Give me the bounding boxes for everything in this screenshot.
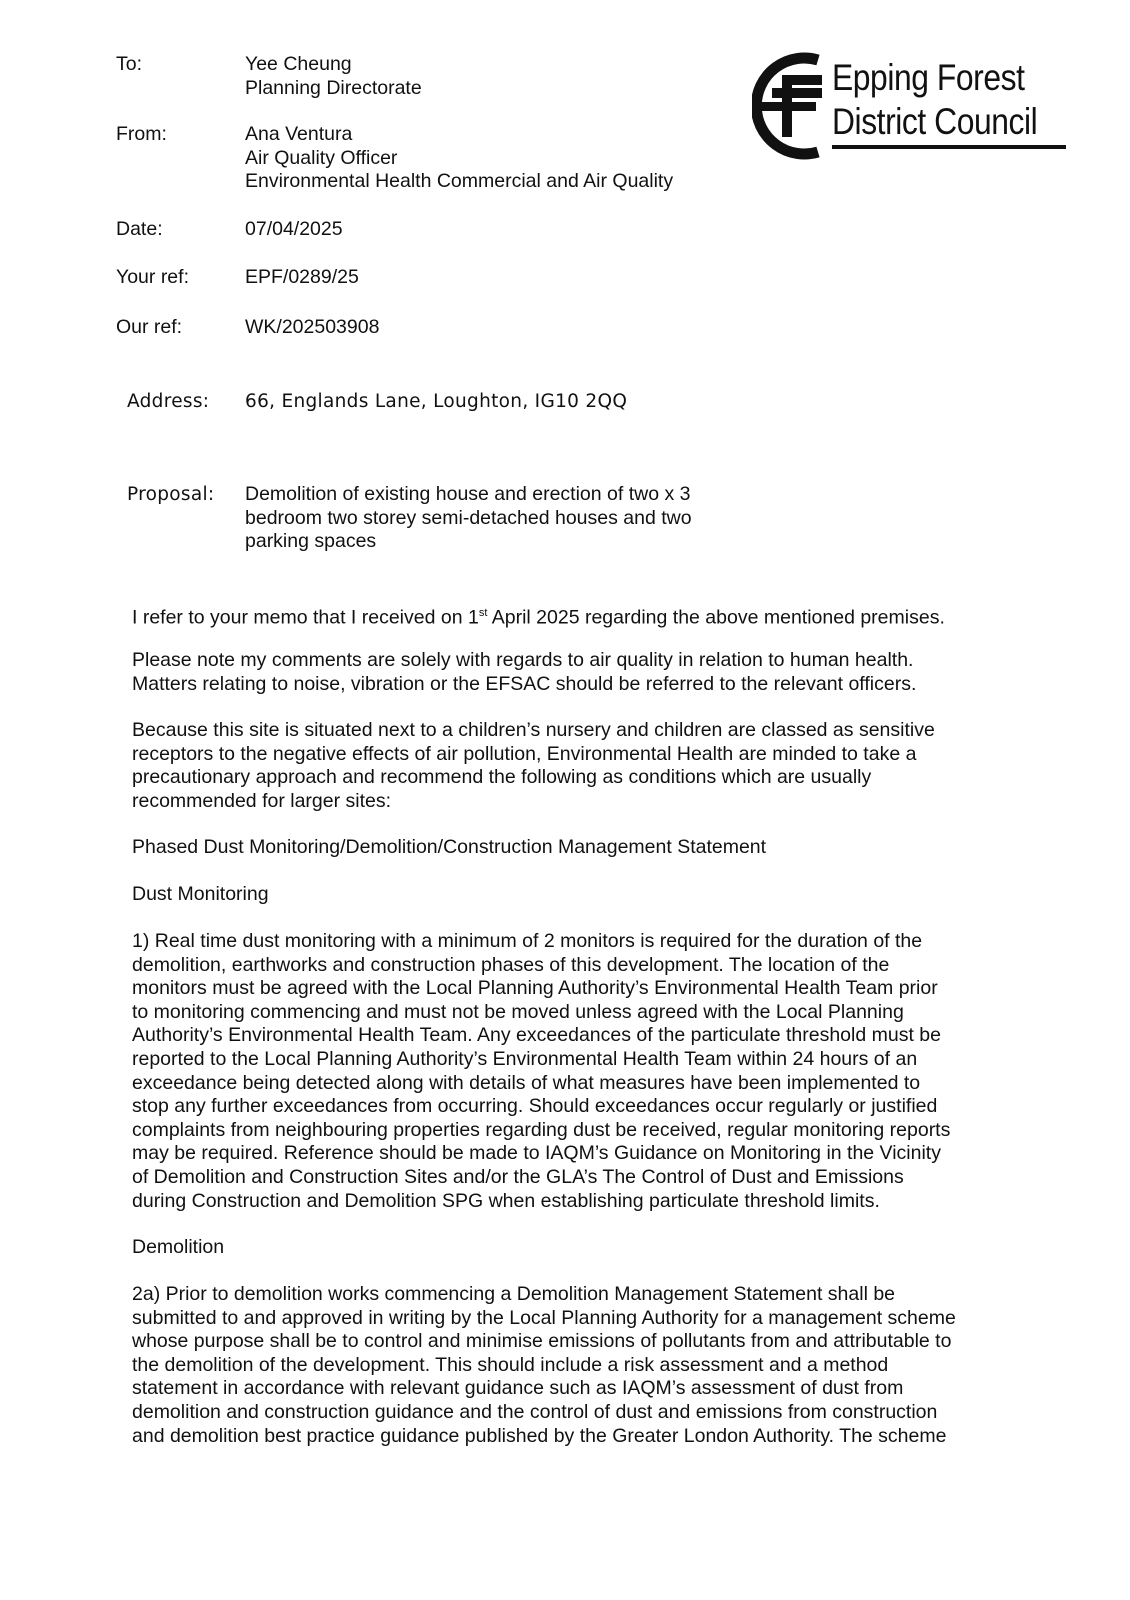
address-value: 66, Englands Lane, Loughton, IG10 2QQ (245, 391, 628, 412)
text-line: of Demolition and Construction Sites and/or the GLA’s The Control of Dust and Emissions (132, 1165, 904, 1188)
intro-text: I refer to your memo that I received on 1 (132, 606, 479, 629)
text-line: Matters relating to noise, vibration or the EFSAC should be referred to the relevant officers. (132, 672, 917, 695)
paragraph-scope (132, 649, 916, 696)
text-line: Authority’s Environmental Health Team. Any exceedances of the particulate threshold must be (132, 1024, 941, 1047)
proposal-line: parking spaces (245, 530, 377, 553)
logo-line: Epping Forest (832, 57, 1025, 98)
from-line: Air Quality Officer (245, 146, 398, 169)
text-line: complaints from neighbouring properties regarding dust be received, regular monitoring reports (132, 1118, 951, 1141)
from-line: Environmental Health Commercial and Air Quality (245, 170, 674, 193)
paragraph-context (132, 719, 935, 813)
to-line: Yee Cheung (245, 53, 352, 75)
proposal-line: bedroom two storey semi-detached houses and two (245, 506, 692, 529)
text-line: receptors to the negative effects of air pollution, Environmental Health are minded to take a (132, 742, 917, 765)
from-label: From: (116, 123, 167, 145)
text-line: and demolition best practice guidance published by the Greater London Authority. The scheme (132, 1424, 947, 1447)
section-heading: Dust Monitoring (132, 883, 269, 905)
to-value (245, 53, 422, 100)
your-ref-label: Your ref: (116, 266, 189, 288)
paragraph-intro (132, 602, 945, 630)
text-line: may be required. Reference should be made to IAQM’s Guidance on Monitoring in the Vicinity (132, 1142, 941, 1165)
text-line: Because this site is situated next to a children’s nursery and children are classed as sensitive (132, 719, 935, 741)
to-label: To: (116, 53, 143, 75)
text-line: whose purpose shall be to control and minimise emissions of pollutants from and attributable to (132, 1330, 952, 1353)
logo-line: District Council (832, 101, 1038, 142)
paragraph-dust-monitoring (132, 930, 950, 1213)
text-line: demolition, earthworks and construction phases of this development. The location of the (132, 953, 890, 976)
text-line: precautionary approach and recommend the following as conditions which are usually (132, 766, 872, 789)
text-line: exceedance being detected along with details of what measures have been implemented to (132, 1071, 921, 1094)
text-line: Please note my comments are solely with regards to air quality in relation to human health. (132, 649, 914, 671)
to-line: Planning Directorate (245, 76, 422, 99)
logo-underline (832, 145, 1066, 149)
text-line: submitted to and approved in writing by the Local Planning Authority for a management scheme (132, 1306, 956, 1329)
text-line: stop any further exceedances from occurring. Should exceedances occur regularly or justified (132, 1095, 938, 1118)
text-line: demolition and construction guidance and the control of dust and emissions from construction (132, 1400, 938, 1423)
from-value (245, 123, 673, 194)
section-heading: Demolition (132, 1236, 225, 1258)
intro-text: April 2025 regarding the above mentioned premises. (487, 606, 945, 629)
address-label: Address: (127, 391, 210, 412)
proposal-line: Demolition of existing house and erection of two x 3 (245, 483, 691, 505)
paragraph-demolition (132, 1283, 956, 1448)
proposal-label: Proposal: (127, 484, 215, 505)
text-line: 1) Real time dust monitoring with a minimum of 2 monitors is required for the duration of the (132, 930, 923, 952)
text-line: to monitoring commencing and must not be moved unless agreed with the Local Planning (132, 1000, 904, 1023)
from-line: Ana Ventura (245, 123, 353, 145)
text-line: the demolition of the development. This should include a risk assessment and a method (132, 1353, 889, 1376)
text-line: during Construction and Demolition SPG when establishing particulate threshold limits. (132, 1189, 880, 1212)
text-line: reported to the Local Planning Authority’s Environmental Health Team within 24 hours of an (132, 1047, 918, 1070)
your-ref-value: EPF/0289/25 (245, 266, 359, 288)
logo-text (832, 56, 1037, 144)
council-logo (752, 50, 1072, 162)
date-value: 07/04/2025 (245, 218, 343, 240)
ordinal-suffix: st (478, 607, 488, 619)
date-label: Date: (116, 218, 163, 240)
our-ref-label: Our ref: (116, 316, 183, 338)
our-ref-value: WK/202503908 (245, 316, 380, 338)
section-heading: Phased Dust Monitoring/Demolition/Construction Management Statement (132, 836, 767, 858)
proposal-value (245, 483, 692, 554)
text-line: monitors must be agreed with the Local Planning Authority’s Environmental Health Team prior (132, 977, 938, 1000)
text-line: recommended for larger sites: (132, 789, 392, 812)
text-line: 2a) Prior to demolition works commencing a Demolition Management Statement shall be (132, 1283, 896, 1305)
text-line: statement in accordance with relevant guidance such as IAQM’s assessment of dust from (132, 1377, 904, 1400)
efdc-emblem-icon (752, 50, 832, 162)
